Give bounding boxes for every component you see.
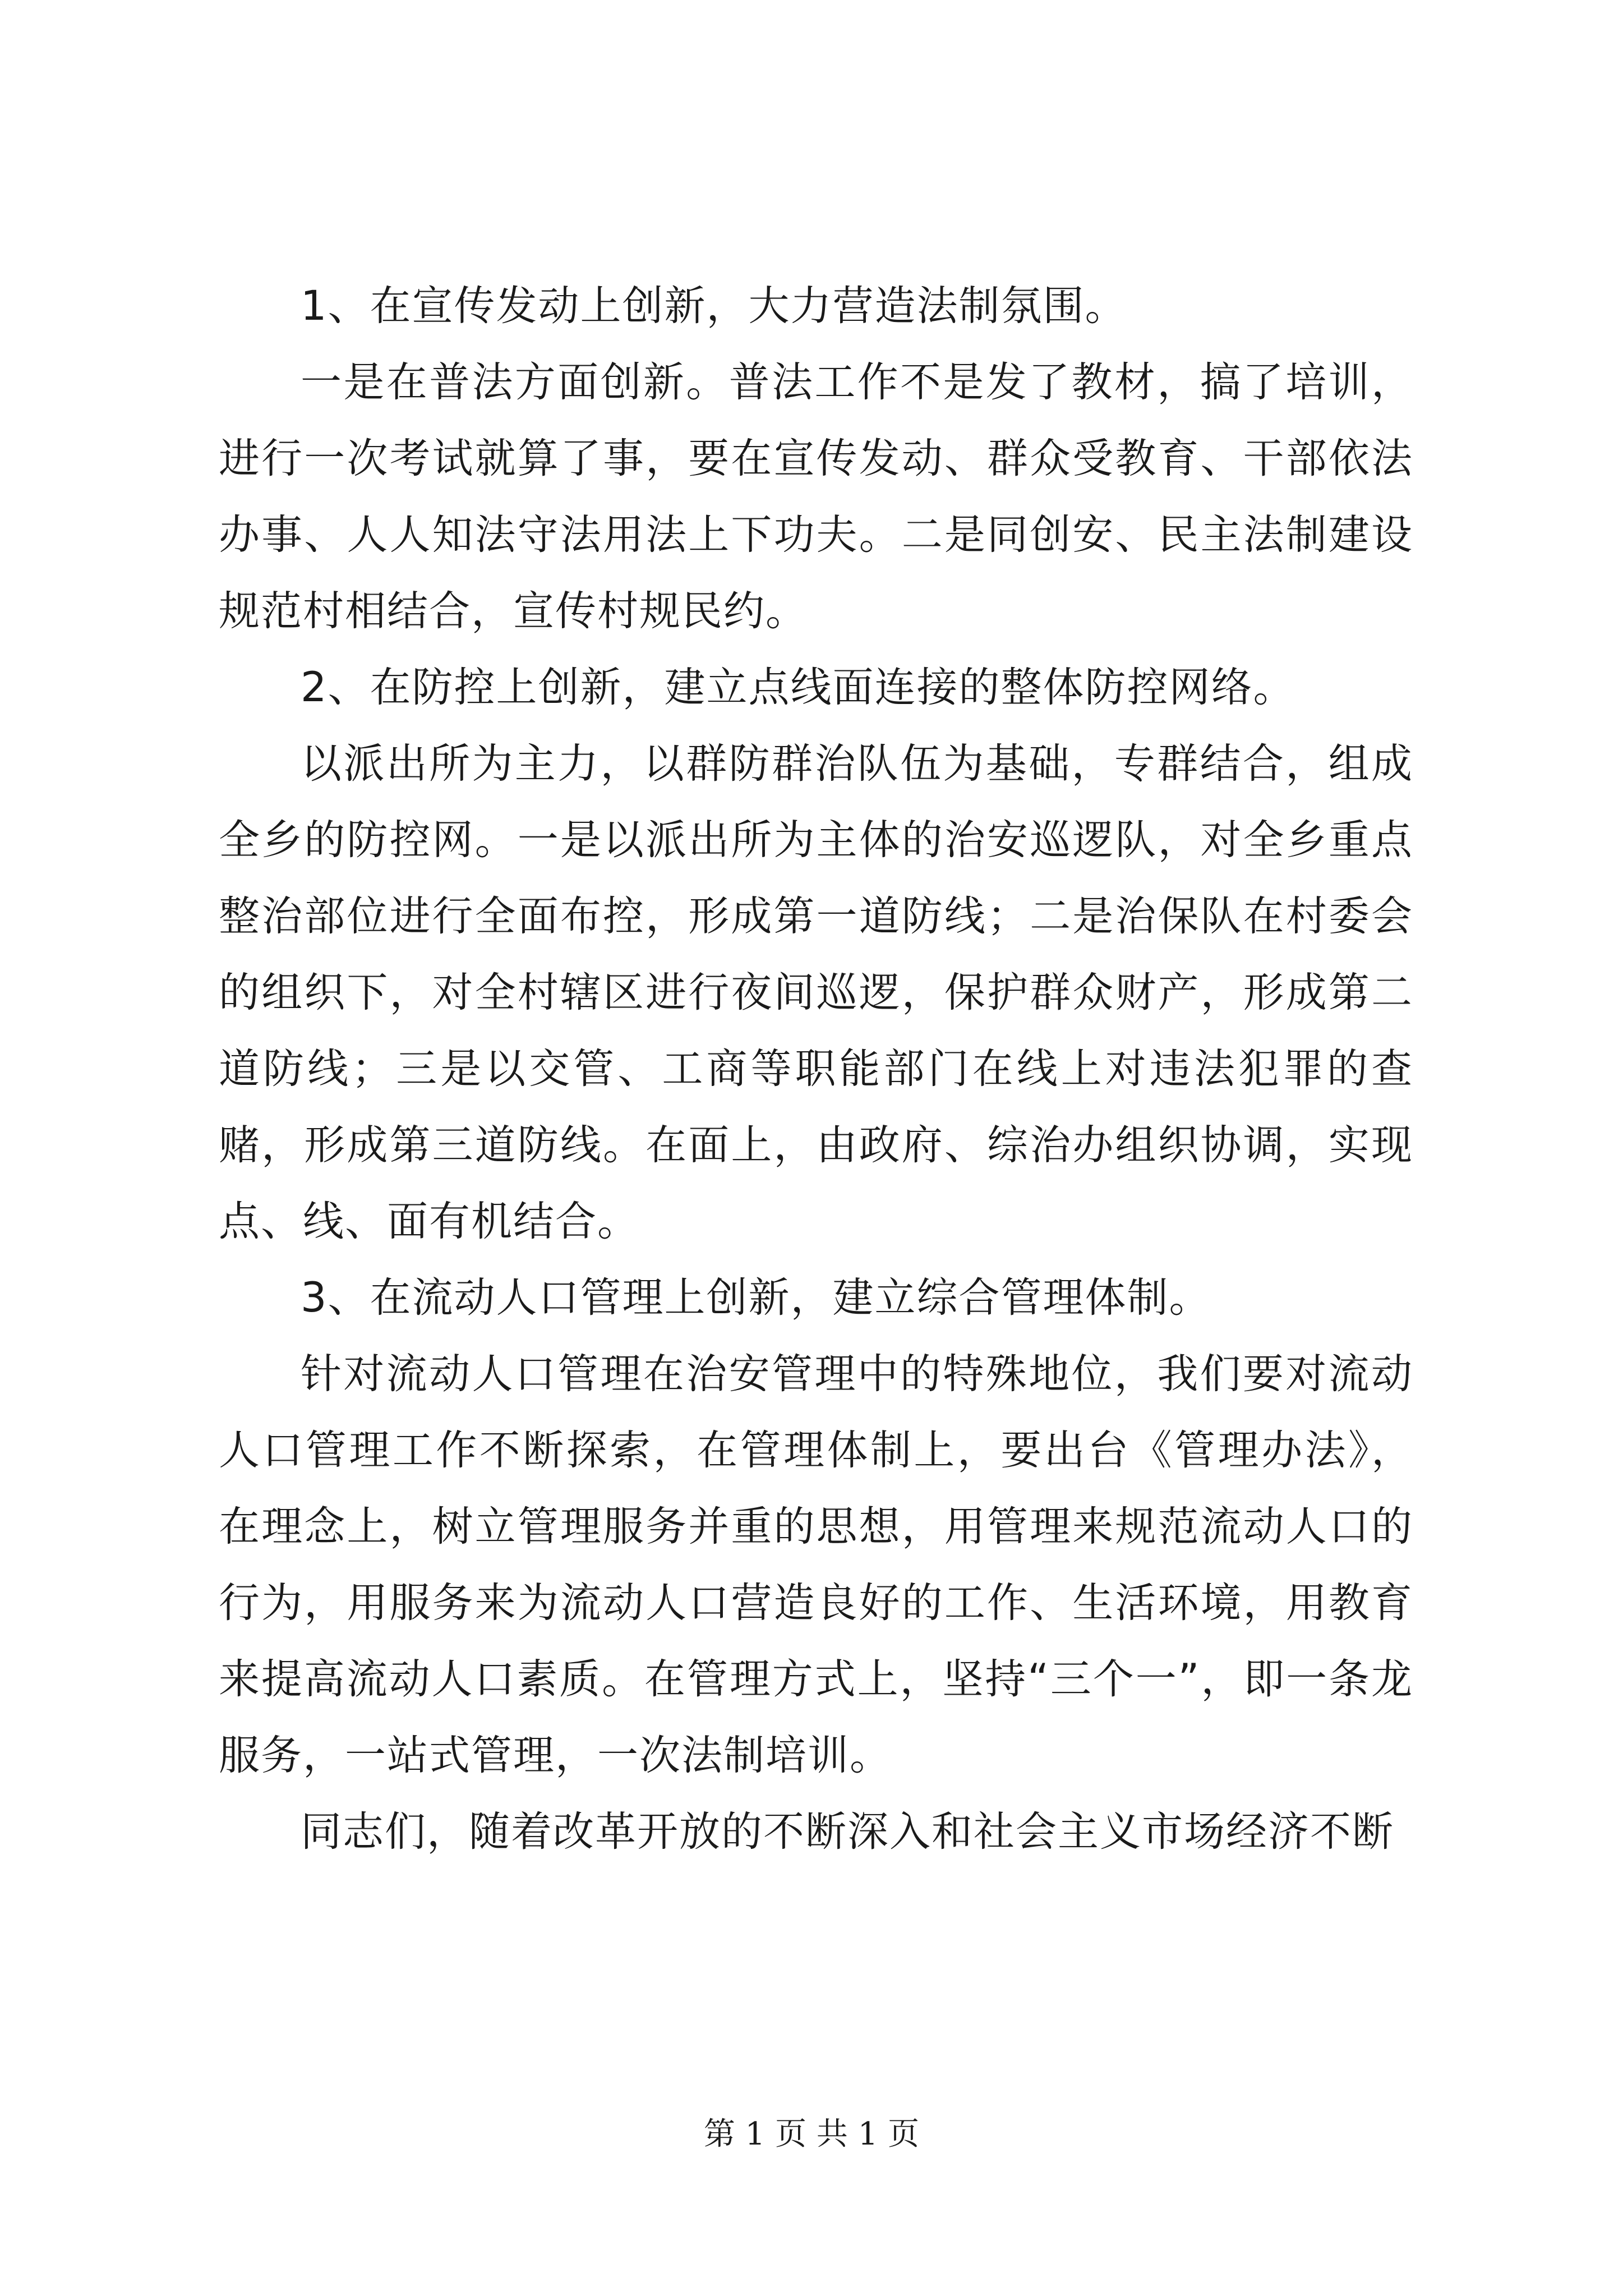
page-number-footer: 第 1 页 共 1 页 xyxy=(703,2116,920,2152)
heading-1: 1、在宣传发动上创新，大力营造法制氛围。 xyxy=(301,282,1127,330)
paragraph-1: 一是在普法方面创新。普法工作不是发了教材，搞了培训，进行一次考试就算了事，要在宣传发动、群众受教育、干部依法办事、人人知法守法用法上下功夫。二是同创安、民主法制建设规范村相结合，宣传村规民约。 xyxy=(219,358,1413,635)
heading-2: 2、在防控上创新，建立点线面连接的整体防控网络。 xyxy=(301,664,1295,711)
document-body xyxy=(219,268,1413,1870)
paragraph-2: 以派出所为主力，以群防群治队伍为基础，专群结合，组成全乡的防控网。一是以派出所为主体的治安巡逻队，对全乡重点整治部位进行全面布控，形成第一道防线；二是治保队在村委会的组织下，对全村辖区进行夜间巡逻，保护群众财产，形成第二道防线；三是以交管、工商等职能部门在线上对违法犯罪的查赌，形成第三道防线。在面上，由政府、综治办组织协调，实现点、线、面有机结合。 xyxy=(219,740,1413,1245)
paragraph-4: 同志们，随着改革开放的不断深入和社会主义市场经济不断 xyxy=(301,1808,1394,1856)
paragraph-3: 针对流动人口管理在治安管理中的特殊地位，我们要对流动人口管理工作不断探索，在管理体制上，要出台《管理办法》，在理念上，树立管理服务并重的思想，用管理来规范流动人口的行为，用服务来为流动人口营造良好的工作、生活环境，用教育来提高流动人口素质。在管理方式上，坚持“三个一”，即一条龙服务，一站式管理，一次法制培训。 xyxy=(219,1350,1413,1779)
heading-3: 3、在流动人口管理上创新，建立综合管理体制。 xyxy=(301,1274,1211,1322)
